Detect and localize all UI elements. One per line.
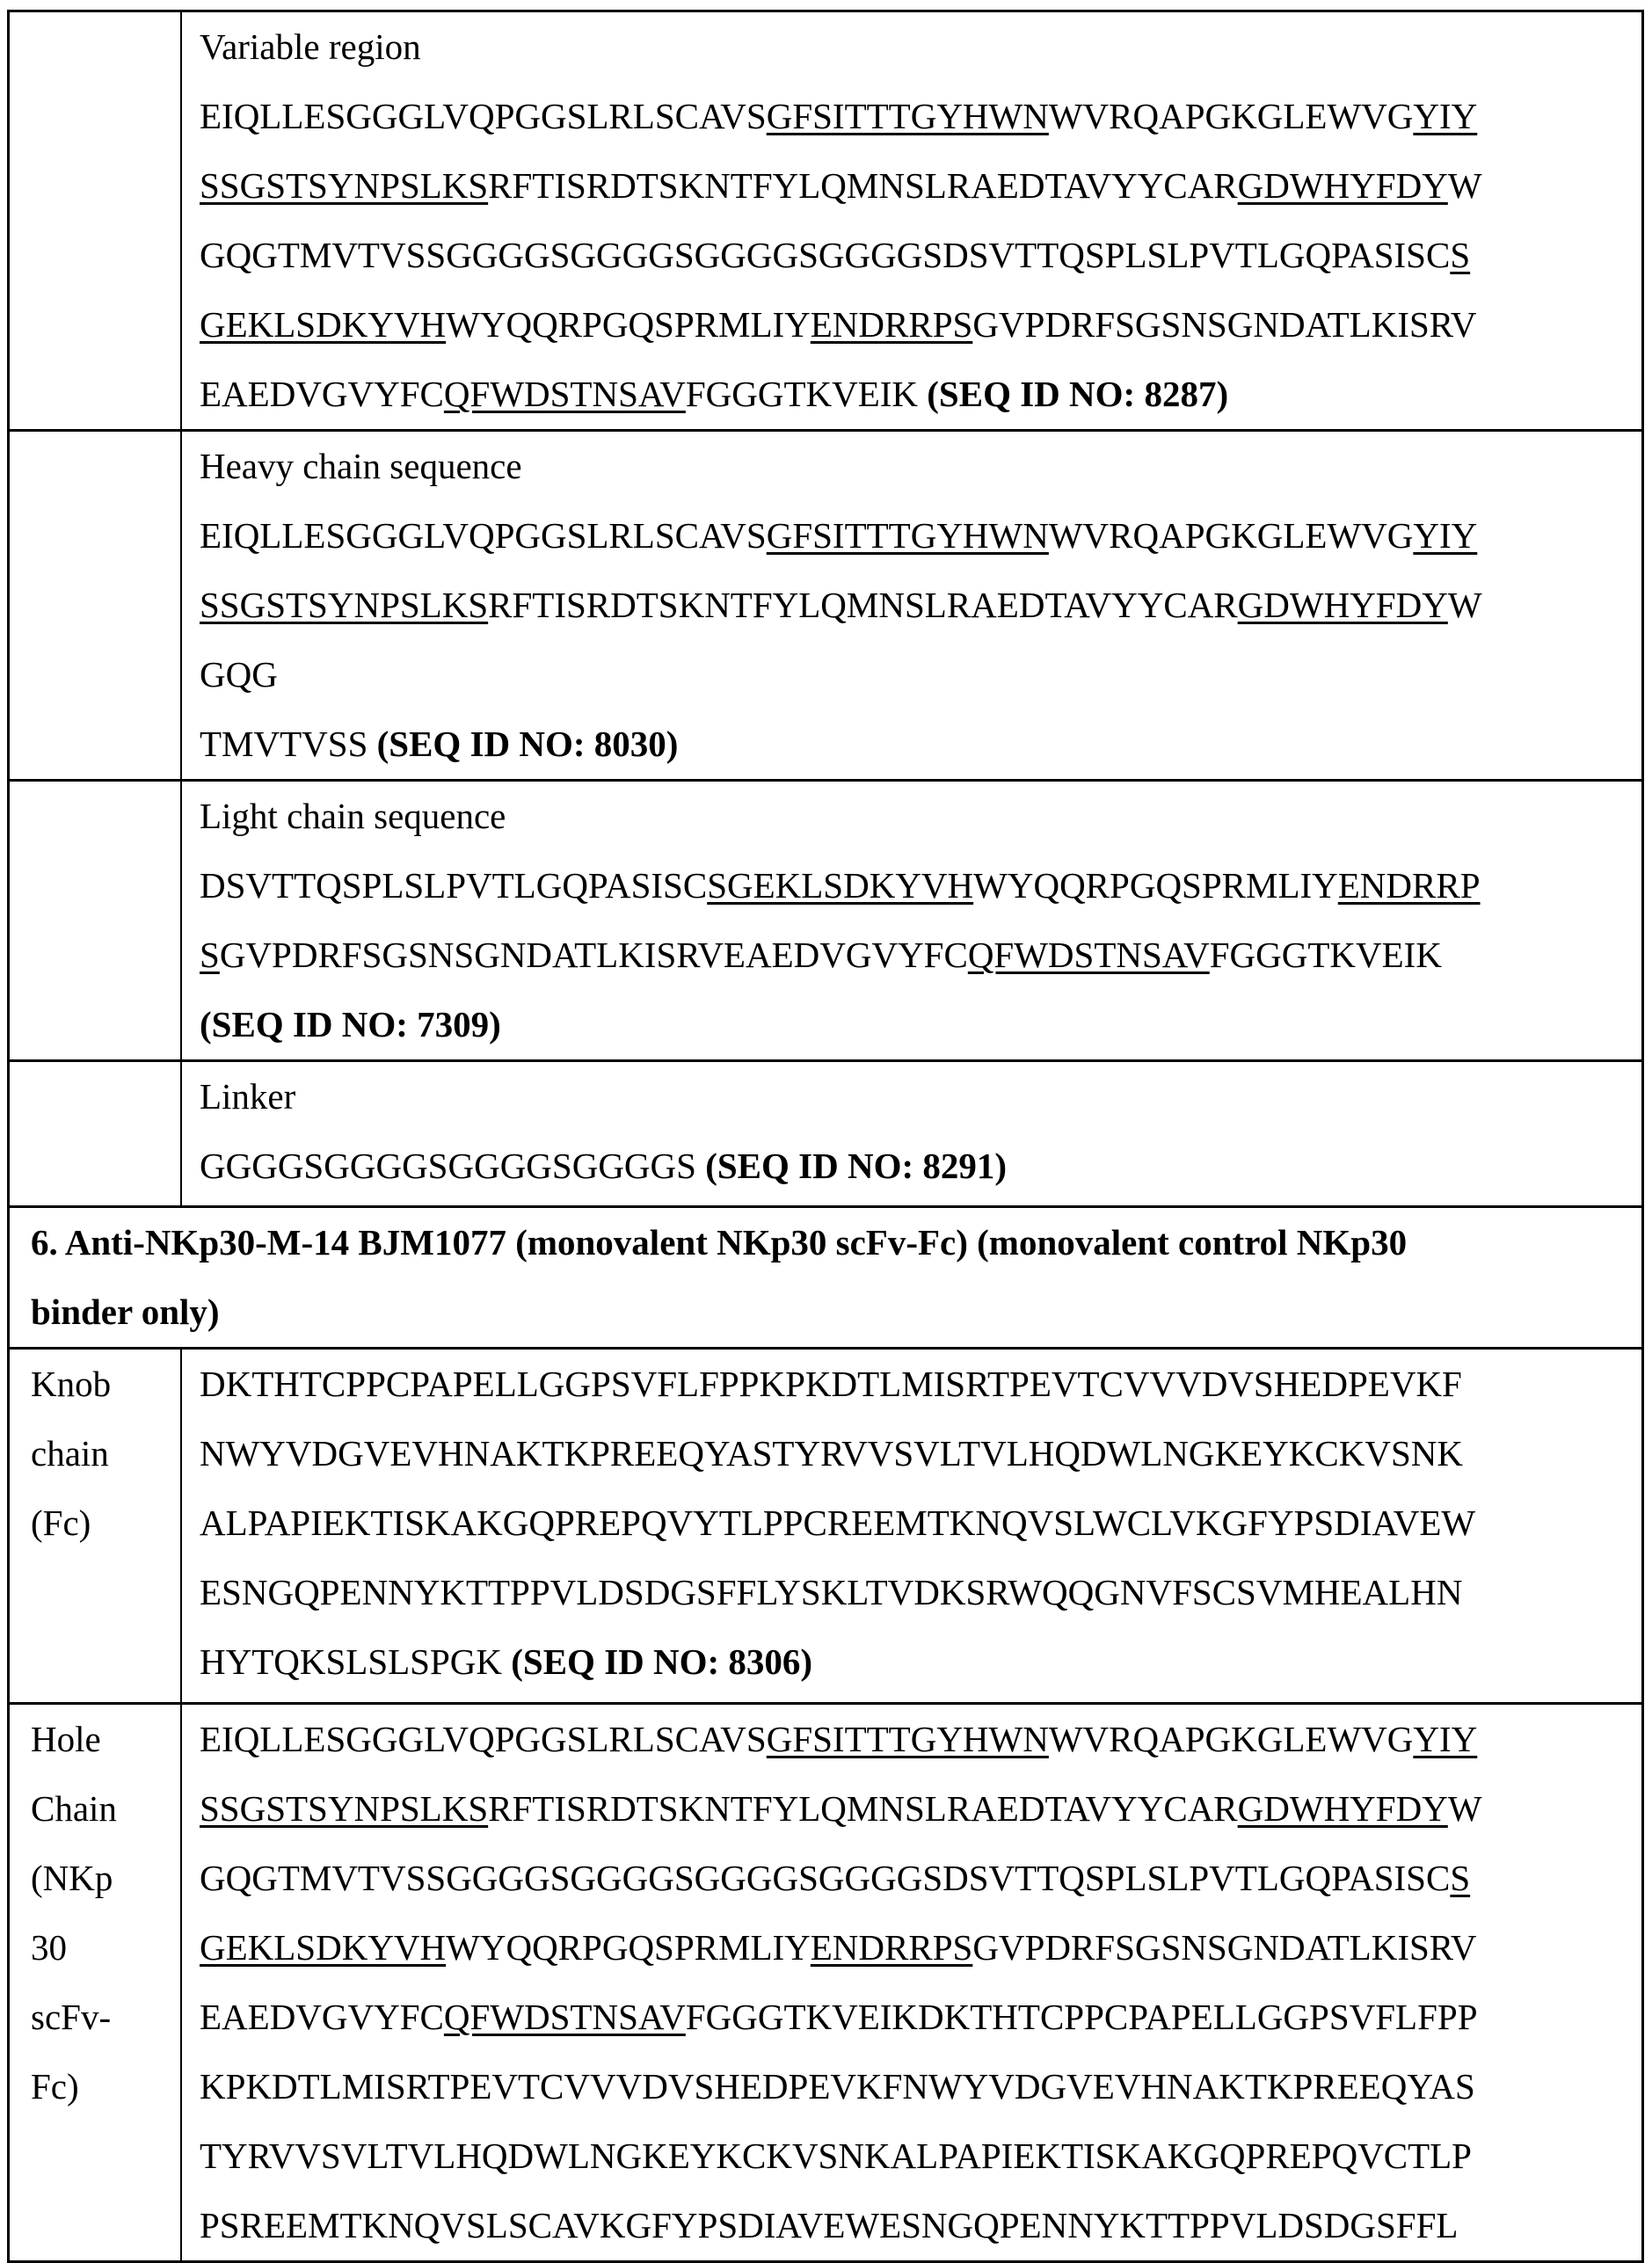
- sequence-line: [200, 1844, 1641, 1913]
- sequence-lines: [200, 82, 1641, 429]
- block-heading: Light chain sequence: [200, 782, 1641, 851]
- seq-id-label: (SEQ ID NO: 8291): [705, 1146, 1007, 1186]
- sequence-segment: WVRQAPGKGLEWVG: [1049, 515, 1414, 556]
- light-chain-cell: [181, 781, 1643, 1061]
- cdr-segment: ENDRRP: [1338, 865, 1481, 906]
- sequence-segment: WYQQRPGQSPRMLIY: [446, 304, 811, 345]
- block-heading: Variable region: [200, 12, 1641, 82]
- sequence-line: [200, 1913, 1641, 1983]
- sequence-line: [200, 2191, 1641, 2260]
- seq-id-label: (SEQ ID NO: 8030): [377, 724, 679, 764]
- sequence-line: [200, 920, 1641, 990]
- chain-label-line: (NKp: [31, 1844, 180, 1913]
- section-title-row: [9, 1207, 1643, 1349]
- sequence-segment: DKTHTCPPCPAPELLGGPSVFLFPPKPKDTLMISRTPEVTCVVVDVSHEDPEVKF: [200, 1364, 1462, 1404]
- sequence-lines: [200, 1132, 1641, 1201]
- sequence-segment: GQGTMVTVSSGGGGSGGGGSGGGGSGGGGSDSVTTQSPLSLPVTLGQPASISC: [200, 1858, 1450, 1898]
- cdr-segment: S: [1450, 1858, 1470, 1898]
- sequence-line: [200, 1132, 1641, 1201]
- cdr-segment: YIY: [1413, 515, 1477, 556]
- cdr-segment: ENDRRPS: [811, 304, 973, 345]
- sequence-lines: [200, 1705, 1641, 2260]
- cdr-segment: GDWHYFDY: [1238, 585, 1448, 625]
- sequence-line: [200, 2121, 1641, 2191]
- sequence-table: [7, 10, 1644, 2263]
- section-title: [9, 1207, 1643, 1349]
- chain-label-line: chain: [31, 1419, 180, 1488]
- sequence-segment: ALPAPIEKTISKAKGQPREPQVYTLPPCREEMTKNQVSLWCLVKGFYPSDIAVEW: [200, 1503, 1475, 1543]
- sequence-segment: W: [1448, 1788, 1482, 1829]
- sequence-segment: GGGGSGGGGSGGGGSGGGGS: [200, 1146, 705, 1186]
- block-heading: Heavy chain sequence: [200, 432, 1641, 501]
- block-row-heavy-chain: [9, 431, 1643, 781]
- section-title-line: 6. Anti-NKp30-M-14 BJM1077 (monovalent NKp30 scFv-Fc) (monovalent control NKp30: [31, 1208, 1641, 1277]
- cdr-segment: GFSITTTGYHWN: [767, 515, 1049, 556]
- cdr-segment: YIY: [1413, 96, 1477, 136]
- sequence-line: [200, 1350, 1641, 1419]
- sequence-line: [200, 1627, 1641, 1697]
- cdr-segment: GEKLSDKYVH: [200, 304, 446, 345]
- cdr-segment: YIY: [1413, 1719, 1477, 1759]
- cdr-segment: SSGSTSYNPSLKS: [200, 585, 488, 625]
- sequence-line: [200, 2052, 1641, 2121]
- sequence-segment: EIQLLESGGGLVQPGGSLRLSCAVS: [200, 96, 767, 136]
- block-row-variable-region: [9, 11, 1643, 431]
- block-row-linker: [9, 1061, 1643, 1207]
- sequence-line: [200, 1983, 1641, 2052]
- knob-chain-sequence: [181, 1349, 1643, 1704]
- sequence-segment: ESNGQPENNYKTTPPVLDSDGSFFLYSKLTVDKSRWQQGNVFSCSVMHEALHN: [200, 1572, 1462, 1612]
- sequence-segment: WYQQRPGQSPRMLIY: [973, 865, 1338, 906]
- sequence-segment: FGGGTKVEIK: [686, 374, 927, 414]
- sequence-line: [200, 851, 1641, 920]
- chain-label-line: Knob: [31, 1350, 180, 1419]
- sequence-segment: FGGGTKVEIKDKTHTCPPCPAPELLGGPSVFLFPP: [686, 1997, 1478, 2037]
- cdr-segment: QFWDSTNSAV: [444, 374, 686, 414]
- sequence-lines: [200, 501, 1641, 779]
- sequence-segment: TMVTVSS: [200, 724, 377, 764]
- sequence-line: [200, 221, 1641, 290]
- cdr-segment: SSGSTSYNPSLKS: [200, 1788, 488, 1829]
- sequence-segment: NWYVDGVEVHNAKTKPREEQYASTYRVVSVLTVLHQDWLNGKEYKCKVSNK: [200, 1433, 1463, 1473]
- chain-label-line: 30: [31, 1913, 180, 1983]
- chain-label-line: scFv-: [31, 1983, 180, 2052]
- cdr-segment: GDWHYFDY: [1238, 165, 1448, 206]
- sequence-segment: W: [1448, 165, 1482, 206]
- sequence-line: [200, 151, 1641, 221]
- sequence-segment: RFTISRDTSKNTFYLQMNSLRAEDTAVYYCAR: [488, 165, 1238, 206]
- cdr-segment: QFWDSTNSAV: [444, 1997, 686, 2037]
- seq-id-label: (SEQ ID NO: 8287): [927, 374, 1228, 414]
- variable-region-cell: [181, 11, 1643, 431]
- cdr-segment: SSGSTSYNPSLKS: [200, 165, 488, 206]
- cdr-segment: QFWDSTNSAV: [968, 935, 1210, 975]
- cdr-segment: GFSITTTGYHWN: [767, 1719, 1049, 1759]
- sequence-segment: PSREEMTKNQVSLSCAVKGFYPSDIAVEWESNGQPENNYKTTPPVLDSDGSFFL: [200, 2205, 1458, 2245]
- chain-row-knob: [9, 1349, 1643, 1704]
- sequence-segment: EIQLLESGGGLVQPGGSLRLSCAVS: [200, 1719, 767, 1759]
- cdr-segment: S: [200, 935, 220, 975]
- seq-id-label: (SEQ ID NO: 8306): [511, 1641, 812, 1682]
- block-heading: Linker: [200, 1062, 1641, 1132]
- sequence-segment: KPKDTLMISRTPEVTCVVVDVSHEDPEVKFNWYVDGVEVHNAKTKPREEQYAS: [200, 2066, 1475, 2107]
- sequence-segment: GVPDRFSGSNSGNDATLKISRVEAEDVGVYFC: [220, 935, 968, 975]
- sequence-segment: DSVTTQSPLSLPVTLGQPASISC: [200, 865, 707, 906]
- sequence-segment: HYTQKSLSLSPGK: [200, 1641, 511, 1682]
- sequence-line: [200, 1774, 1641, 1844]
- sequence-segment: RFTISRDTSKNTFYLQMNSLRAEDTAVYYCAR: [488, 585, 1238, 625]
- chain-label-line: Hole: [31, 1705, 180, 1774]
- sequence-line: [200, 501, 1641, 571]
- sequence-line: [200, 290, 1641, 360]
- cdr-segment: S: [1450, 235, 1470, 275]
- sequence-segment: GVPDRFSGSNSGNDATLKISRV: [972, 304, 1476, 345]
- chain-label: [9, 1349, 182, 1704]
- sequence-line: [200, 360, 1641, 429]
- sequence-line: [200, 640, 1641, 709]
- sequence-lines: [200, 851, 1641, 1059]
- section-title-line: binder only): [31, 1277, 1641, 1347]
- sequence-segment: WVRQAPGKGLEWVG: [1049, 96, 1414, 136]
- sequence-segment: GQG: [200, 654, 278, 695]
- sequence-lines: [200, 1350, 1641, 1697]
- sequence-segment: GVPDRFSGSNSGNDATLKISRV: [972, 1927, 1476, 1968]
- sequence-segment: GQGTMVTVSSGGGGSGGGGSGGGGSGGGGSDSVTTQSPLSLPVTLGQPASISC: [200, 235, 1450, 275]
- sequence-line: [200, 571, 1641, 640]
- sequence-line: [200, 1419, 1641, 1488]
- empty-label-cell: [9, 11, 182, 431]
- cdr-segment: SGEKLSDKYVH: [707, 865, 973, 906]
- sequence-segment: EAEDVGVYFC: [200, 374, 444, 414]
- chain-label-line: (Fc): [31, 1488, 180, 1558]
- sequence-segment: TYRVVSVLTVLHQDWLNGKEYKCKVSNKALPAPIEKTISKAKGQPREPQVCTLP: [200, 2136, 1472, 2176]
- sequence-segment: WYQQRPGQSPRMLIY: [446, 1927, 811, 1968]
- sequence-line: [200, 82, 1641, 151]
- cdr-segment: GDWHYFDY: [1238, 1788, 1448, 1829]
- sequence-line: [200, 990, 1641, 1059]
- chain-label-line: Fc): [31, 2052, 180, 2121]
- cdr-segment: GEKLSDKYVH: [200, 1927, 446, 1968]
- cdr-segment: ENDRRPS: [811, 1927, 973, 1968]
- sequence-line: [200, 1558, 1641, 1627]
- sequence-segment: EIQLLESGGGLVQPGGSLRLSCAVS: [200, 515, 767, 556]
- sequence-line: [200, 1705, 1641, 1774]
- hole-chain-sequence: [181, 1704, 1643, 2262]
- sequence-segment: EAEDVGVYFC: [200, 1997, 444, 2037]
- chain-label: [9, 1704, 182, 2262]
- cdr-segment: GFSITTTGYHWN: [767, 96, 1049, 136]
- heavy-chain-cell: [181, 431, 1643, 781]
- chain-label-line: Chain: [31, 1774, 180, 1844]
- seq-id-label: (SEQ ID NO: 7309): [200, 1004, 501, 1044]
- sequence-segment: FGGGTKVEIK: [1210, 935, 1442, 975]
- block-row-light-chain: [9, 781, 1643, 1061]
- empty-label-cell: [9, 431, 182, 781]
- sequence-segment: WVRQAPGKGLEWVG: [1049, 1719, 1414, 1759]
- chain-row-hole: [9, 1704, 1643, 2262]
- sequence-segment: RFTISRDTSKNTFYLQMNSLRAEDTAVYYCAR: [488, 1788, 1238, 1829]
- sequence-segment: W: [1448, 585, 1482, 625]
- empty-label-cell: [9, 1061, 182, 1207]
- empty-label-cell: [9, 781, 182, 1061]
- sequence-line: [200, 709, 1641, 779]
- linker-cell: [181, 1061, 1643, 1207]
- sequence-line: [200, 1488, 1641, 1558]
